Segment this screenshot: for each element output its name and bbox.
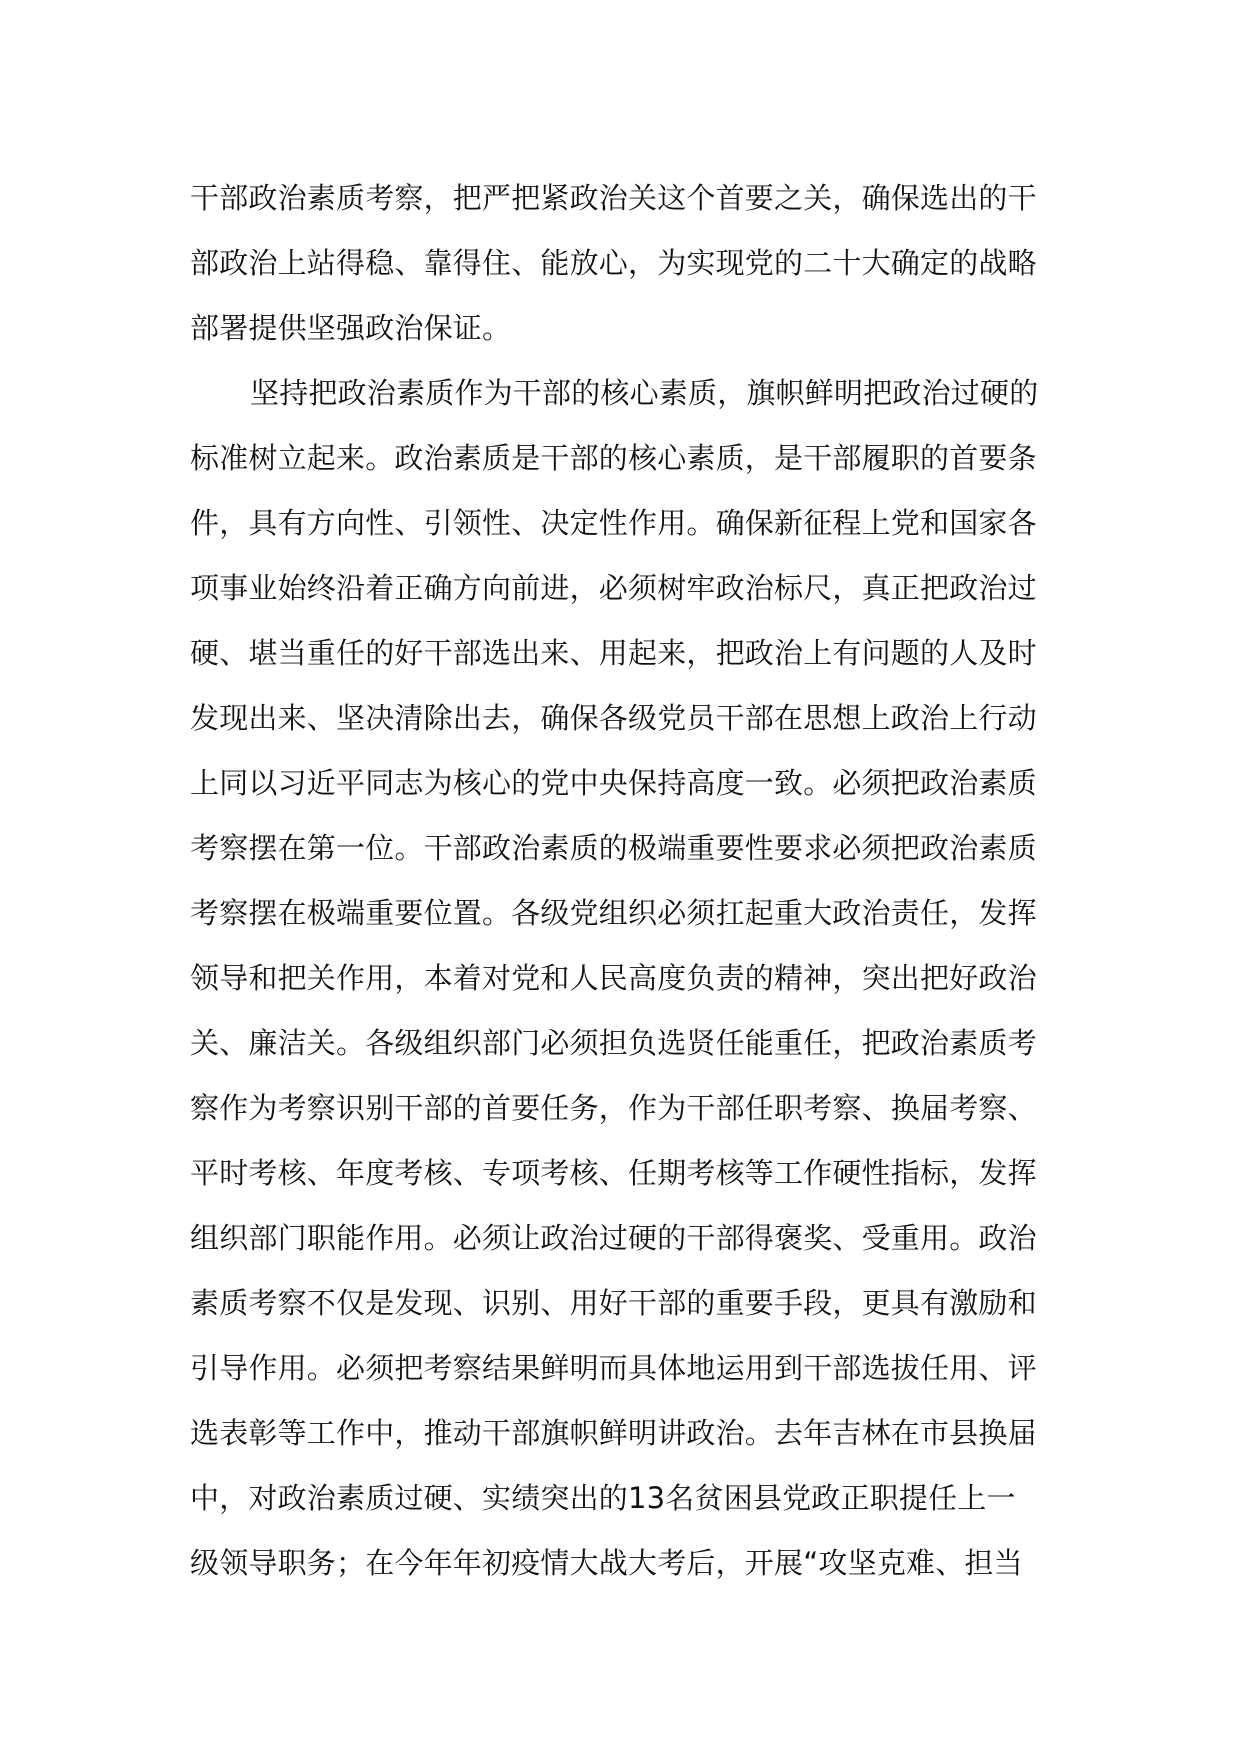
text-line: 部署提供坚强政治保证。 <box>190 311 512 345</box>
paragraph-2 <box>190 361 1050 1661</box>
text-line: 硬、堪当重任的好干部选出来、用起来，把政治上有问题的人及时 <box>190 636 1037 670</box>
text-line: 级领导职务；在今年年初疫情大战大考后，开展“攻坚克难、担当 <box>190 1546 1023 1580</box>
text-line: 考察摆在极端重要位置。各级党组织必须扛起重大政治责任，发挥 <box>190 896 1037 930</box>
text-line: 件，具有方向性、引领性、决定性作用。确保新征程上党和国家各 <box>190 506 1037 540</box>
text-line: 发现出来、坚决清除出去，确保各级党员干部在思想上政治上行动 <box>190 701 1037 735</box>
text-line: 干部政治素质考察，把严把紧政治关这个首要之关，确保选出的干 <box>190 181 1037 215</box>
text-line: 素质考察不仅是发现、识别、用好干部的重要手段，更具有激励和 <box>190 1286 1037 1320</box>
text-line: 察作为考察识别干部的首要任务，作为干部任职考察、换届考察、 <box>190 1091 1037 1125</box>
text-line: 引导作用。必须把考察结果鲜明而具体地运用到干部选拔任用、评 <box>190 1351 1037 1385</box>
text-line: 标准树立起来。政治素质是干部的核心素质，是干部履职的首要条 <box>190 441 1037 475</box>
text-line <box>190 1596 1050 1661</box>
text-line: 部政治上站得稳、靠得住、能放心，为实现党的二十大确定的战略 <box>190 246 1037 280</box>
text-line: 项事业始终沿着正确方向前进，必须树牢政治标尺，真正把政治过 <box>190 571 1037 605</box>
text-line: 中，对政治素质过硬、实绩突出的13名贫困县党政正职提任上一 <box>190 1481 1016 1515</box>
text-line: 上同以习近平同志为核心的党中央保持高度一致。必须把政治素质 <box>190 766 1037 800</box>
text-line: 选表彰等工作中，推动干部旗帜鲜明讲政治。去年吉林在市县换届 <box>190 1416 1037 1450</box>
text-line: 平时考核、年度考核、专项考核、任期考核等工作硬性指标，发挥 <box>190 1156 1037 1190</box>
text-line: 关、廉洁关。各级组织部门必须担负选贤任能重任，把政治素质考 <box>190 1026 1037 1060</box>
document-body <box>190 166 1050 1661</box>
text-line: 坚持把政治素质作为干部的核心素质，旗帜鲜明把政治过硬的 <box>250 376 1039 410</box>
text-line: 领导和把关作用，本着对党和人民高度负责的精神，突出把好政治 <box>190 961 1037 995</box>
text-line: 考察摆在第一位。干部政治素质的极端重要性要求必须把政治素质 <box>190 831 1037 865</box>
text-line: 组织部门职能作用。必须让政治过硬的干部得褒奖、受重用。政治 <box>190 1221 1037 1255</box>
paragraph-1 <box>190 166 1050 361</box>
